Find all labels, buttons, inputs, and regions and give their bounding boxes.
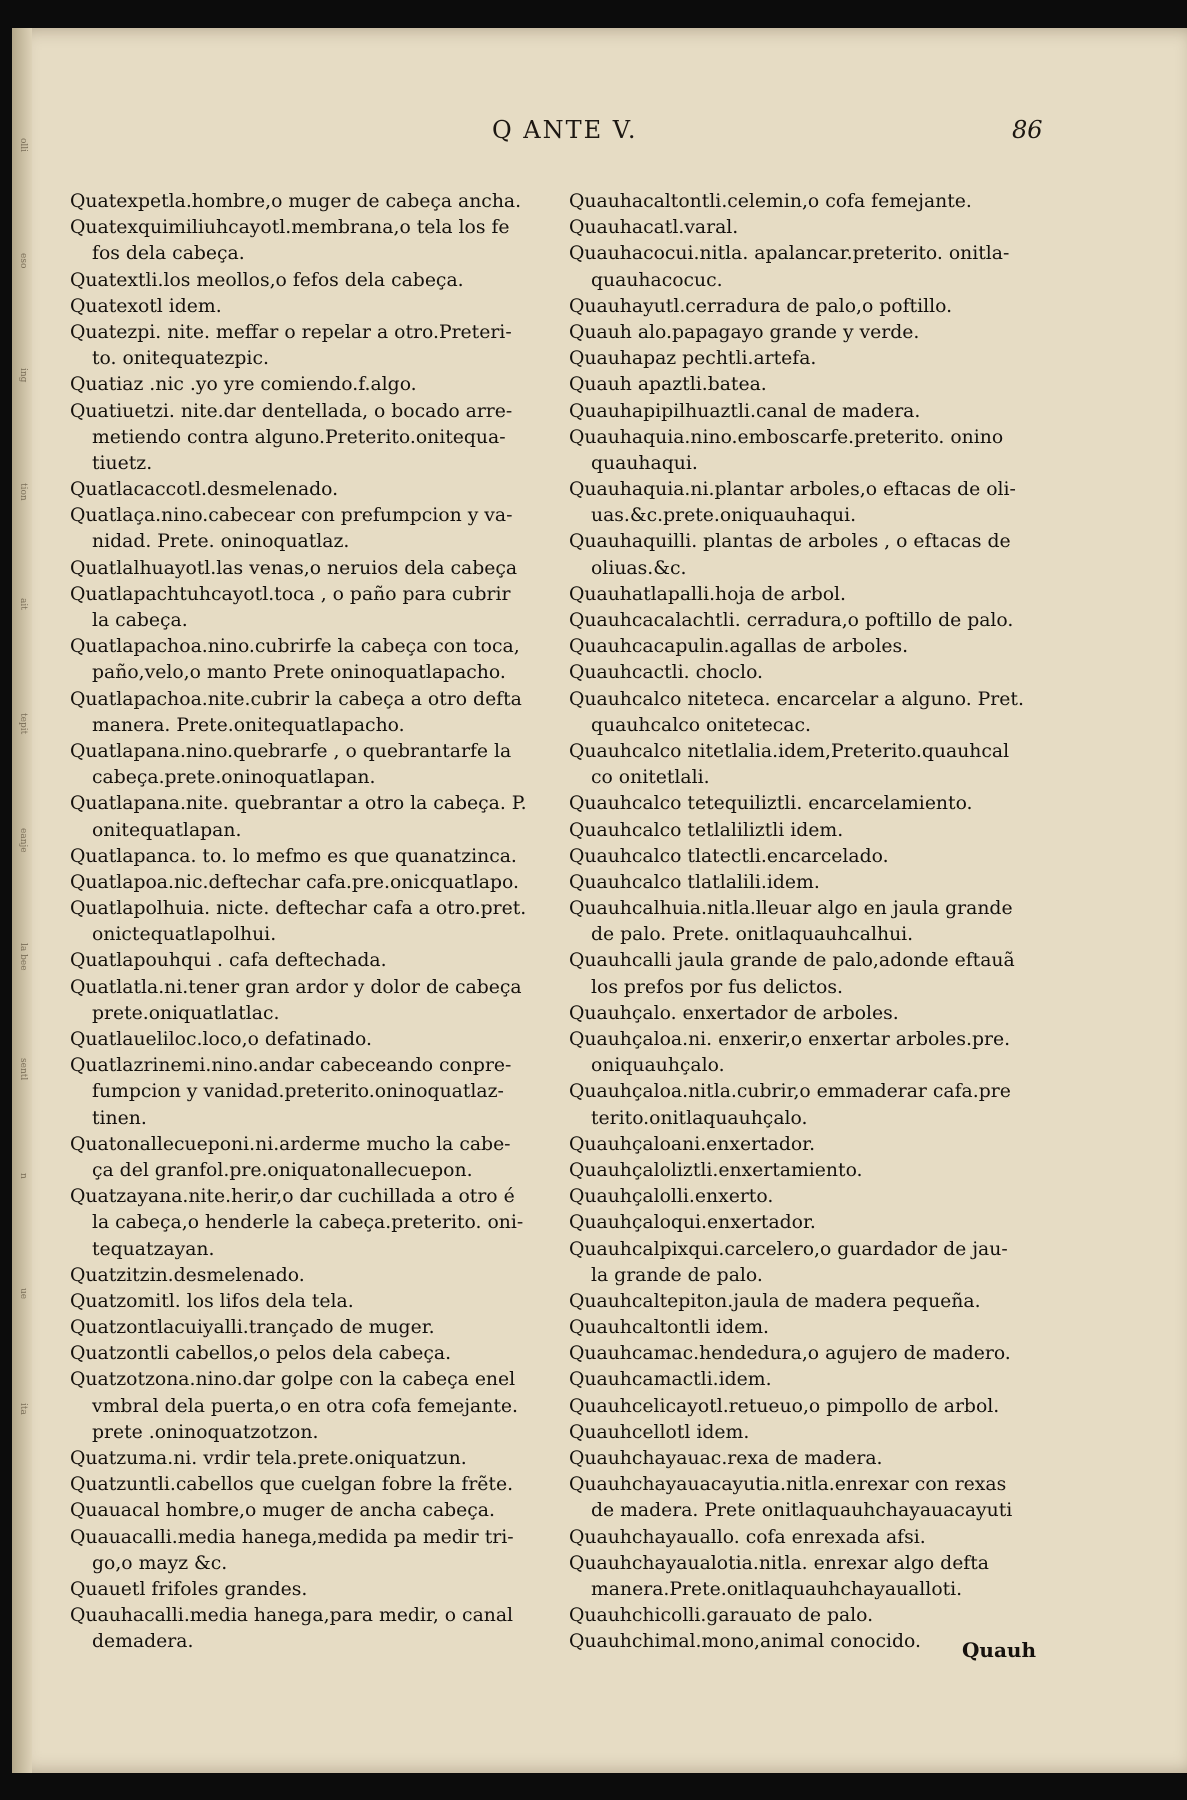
dictionary-line: fos dela cabeça.	[92, 243, 245, 265]
margin-note: sentl	[18, 1058, 28, 1081]
dictionary-line: Quatexpetla.hombre,o muger de cabeça ancha.	[70, 191, 522, 212]
dictionary-line: Quauacal hombre,o muger de ancha cabeça.	[70, 1500, 495, 1522]
dictionary-line: Quatiaz .nic .yo yre comiendo.f.algo.	[70, 374, 417, 396]
dictionary-line: manera.Prete.onitlaquauhchayaualloti.	[591, 1578, 963, 1600]
margin-note: ing	[18, 368, 28, 383]
dictionary-line: Quauhçalo. enxertador de arboles.	[569, 1002, 899, 1024]
dictionary-line: Quatzontli cabellos,o pelos dela cabeça.	[70, 1343, 452, 1365]
dictionary-line: la grande de palo.	[591, 1264, 763, 1286]
dictionary-line: fumpcion y vanidad.preterito.oninoquatlaz-	[92, 1081, 504, 1103]
dictionary-line: Quauhçaloa.nitla.cubrir,o emmaderar cafa.pre	[569, 1081, 1011, 1103]
dictionary-line: Quauhchayauac.rexa de madera.	[569, 1448, 883, 1469]
dictionary-line: Quauhçaloani.enxertador.	[569, 1133, 816, 1155]
dictionary-line: Quauhayutl.cerradura de palo,o poftillo.	[569, 295, 953, 317]
dictionary-line: Quauhcalco niteteca. encarcelar a alguno. Pret.	[569, 688, 1024, 710]
dictionary-line: quauhaqui.	[591, 452, 698, 474]
dictionary-line: Quatlapoa.nic.deftechar cafa.pre.onicquatlapo.	[70, 871, 519, 893]
dictionary-line: Quauetl frifoles grandes.	[70, 1578, 308, 1600]
margin-note: ita	[18, 1403, 28, 1415]
dictionary-line: Quatexotl idem.	[70, 295, 222, 317]
dictionary-line: paño,velo,o manto Prete oninoquatlapacho.	[92, 662, 506, 684]
folio-number: 86	[1012, 116, 1043, 144]
dictionary-line: Quatiuetzi. nite.dar dentellada, o bocado arre-	[70, 400, 513, 422]
dictionary-line: Quauh alo.papagayo grande y verde.	[569, 321, 920, 343]
dictionary-line: Quauacalli.media hanega,medida pa medir tri-	[70, 1526, 514, 1548]
dictionary-line: Quatzayana.nite.herir,o dar cuchillada a otro é	[70, 1186, 515, 1208]
dictionary-line: Quatlapachoa.nino.cubrirfe la cabeça con toca,	[70, 636, 520, 658]
dictionary-line: Quauhcalli jaula grande de palo,adonde eftauã	[569, 950, 1015, 972]
dictionary-line: Quatlapana.nino.quebrarfe , o quebrantarfe la	[70, 740, 512, 762]
dictionary-line: prete.oniquatlatlac.	[92, 1002, 280, 1024]
running-head: Q ANTE V.	[492, 116, 638, 144]
dictionary-line: los prefos por fus delictos.	[591, 976, 843, 998]
dictionary-line: Quauhapipilhuaztli.canal de madera.	[569, 400, 921, 422]
dictionary-line: Quauhcelicayotl.retueuo,o pimpollo de arbol.	[569, 1395, 1000, 1417]
dictionary-line: cabeça.prete.oninoquatlapan.	[92, 767, 376, 789]
dictionary-line: la cabeça,o henderle la cabeça.preterito. oni-	[92, 1212, 524, 1234]
dictionary-line: Quatzomitl. los lifos dela tela.	[70, 1290, 354, 1312]
margin-note: olli	[18, 138, 28, 153]
dictionary-line: quauhcalco onitetecac.	[591, 714, 811, 736]
dictionary-line: Quauhçaloliztli.enxertamiento.	[569, 1159, 863, 1181]
dictionary-line: Quauhçaloa.ni. enxerir,o enxertar arboles.pre.	[569, 1029, 1011, 1050]
dictionary-line: Quauhaquia.nino.emboscarfe.preterito. onino	[569, 426, 1004, 448]
dictionary-line: onictequatlapolhui.	[92, 924, 277, 946]
book-page	[12, 28, 1187, 1773]
dictionary-line: demadera.	[92, 1631, 194, 1653]
dictionary-line: Quatzuma.ni. vrdir tela.prete.oniquatzun.	[70, 1448, 467, 1469]
dictionary-line: Quatlapanca. to. lo mefmo es que quanatzinca.	[70, 845, 517, 867]
dictionary-line: de madera. Prete onitlaquauhchayauacayuti	[591, 1500, 1013, 1522]
dictionary-line: Quauhacatl.varal.	[569, 217, 739, 239]
dictionary-line: Quauhcaltepiton.jaula de madera pequeña.	[569, 1290, 981, 1312]
margin-note: n	[18, 1173, 28, 1179]
dictionary-line: manera. Prete.onitequatlapacho.	[92, 714, 405, 736]
dictionary-line: metiendo contra alguno.Preterito.onitequa-	[92, 426, 506, 448]
dictionary-line: Quatlacaccotl.desmelenado.	[70, 479, 339, 501]
dictionary-line: quauhacocuc.	[591, 269, 723, 291]
dictionary-line: Quauhacalli.media hanega,para medir, o canal	[70, 1605, 514, 1627]
catchword: Quauh	[962, 1638, 1037, 1662]
dictionary-line: Quatlapachoa.nite.cubrir la cabeça a otro defta	[70, 688, 522, 710]
dictionary-line: nidad. Prete. oninoquatlaz.	[92, 531, 350, 553]
dictionary-line: oliuas.&c.	[591, 557, 687, 579]
dictionary-line: Quatlatla.ni.tener gran ardor y dolor de cabeça	[70, 976, 522, 998]
dictionary-line: prete .oninoquatzotzon.	[92, 1421, 319, 1443]
dictionary-line: vmbral dela puerta,o en otra cofa femejante.	[92, 1395, 518, 1417]
dictionary-line: tequatzayan.	[92, 1238, 215, 1260]
dictionary-line: Quatlapolhuia. nicte. deftechar cafa a otro.pret.	[70, 898, 527, 920]
dictionary-line: terito.onitlaquauhçalo.	[591, 1107, 808, 1129]
margin-note: tepit	[18, 713, 28, 735]
dictionary-line: Quauhcaltontli idem.	[569, 1317, 770, 1339]
dictionary-line: Quauhchayauallo. cofa enrexada afsi.	[569, 1526, 926, 1548]
dictionary-line: Quauhchayaualotia.nitla. enrexar algo defta	[569, 1552, 990, 1574]
dictionary-line: Quatlaueliloc.loco,o defatinado.	[70, 1029, 372, 1050]
margin-note: la bee	[18, 943, 28, 971]
dictionary-line: Quauhcalco tetlaliliztli idem.	[569, 819, 844, 841]
margin-note: tion	[18, 483, 28, 501]
dictionary-line: tinen.	[92, 1107, 147, 1129]
dictionary-line: Quauhcamac.hendedura,o agujero de madero.	[569, 1343, 1011, 1365]
margin-note: ue	[18, 1288, 28, 1300]
dictionary-line: Quatextli.los meollos,o fefos dela cabeça.	[70, 269, 464, 291]
right-column	[569, 189, 1059, 1656]
margin-notes	[14, 138, 32, 1638]
dictionary-line: Quauhcalco tlatlalili.idem.	[569, 871, 820, 893]
dictionary-line: Quauhacocui.nitla. apalancar.preterito. onitla-	[569, 243, 1010, 265]
dictionary-line: Quatonallecueponi.ni.arderme mucho la cabe-	[70, 1133, 511, 1155]
dictionary-line: Quauhacaltontli.celemin,o cofa femejante.	[569, 191, 972, 212]
dictionary-line: oniquauhçalo.	[591, 1055, 725, 1077]
dictionary-line: Quatzitzin.desmelenado.	[70, 1264, 305, 1286]
dictionary-line: tiuetz.	[92, 452, 153, 474]
dictionary-line: Quauhapaz pechtli.artefa.	[569, 348, 817, 370]
dictionary-line: Quatlapouhqui . cafa deftechada.	[70, 950, 387, 972]
dictionary-line: Quatlaça.nino.cabecear con prefumpcion y va-	[70, 505, 513, 527]
dictionary-line: Quauh apaztli.batea.	[569, 374, 767, 396]
dictionary-line: Quauhcacapulin.agallas de arboles.	[569, 636, 909, 658]
left-column	[70, 189, 550, 1656]
margin-note: eso	[18, 253, 28, 269]
dictionary-line: Quauhçaloqui.enxertador.	[569, 1212, 816, 1234]
dictionary-line: Quauhcalpixqui.carcelero,o guardador de jau-	[569, 1238, 1008, 1260]
dictionary-line: Quauhchimal.mono,animal conocido.	[569, 1631, 921, 1653]
dictionary-line: Quauhcellotl idem.	[569, 1421, 750, 1443]
dictionary-line: Quatlalhuayotl.las venas,o neruios dela cabeça	[70, 557, 518, 579]
dictionary-line: Quatezpi. nite. meffar o repelar a otro.Preteri-	[70, 321, 512, 343]
dictionary-line: onitequatlapan.	[92, 819, 242, 841]
dictionary-line: ça del granfol.pre.oniquatonallecuepon.	[92, 1159, 473, 1181]
dictionary-line: go,o mayz &c.	[92, 1552, 228, 1574]
dictionary-line: Quauhchicolli.garauato de palo.	[569, 1605, 874, 1627]
dictionary-line: Quauhaquia.ni.plantar arboles,o eftacas de oli-	[569, 479, 1016, 501]
dictionary-line: Quauhçalolli.enxerto.	[569, 1186, 774, 1208]
dictionary-line: Quauhcalco tlatectli.encarcelado.	[569, 845, 889, 867]
dictionary-line: Quatzuntli.cabellos que cuelgan fobre la frẽte.	[70, 1474, 514, 1496]
dictionary-line: la cabeça.	[92, 610, 188, 631]
dictionary-line: Quatlapachtuhcayotl.toca , o paño para cubrir	[70, 583, 511, 605]
dictionary-line: Quatzontlacuiyalli.trançado de muger.	[70, 1317, 435, 1339]
dictionary-line: uas.&c.prete.oniquauhaqui.	[591, 505, 857, 527]
dictionary-line: Quatlazrinemi.nino.andar cabeceando conpre-	[70, 1055, 512, 1077]
dictionary-line: de palo. Prete. onitlaquauhcalhui.	[591, 924, 914, 946]
dictionary-line: Quauhaquilli. plantas de arboles , o eftacas de	[569, 531, 1011, 553]
dictionary-line: co onitetlali.	[591, 767, 710, 789]
dictionary-line: to. onitequatezpic.	[92, 348, 269, 370]
margin-note: eanje	[18, 828, 28, 853]
dictionary-line: Quauhcactli. choclo.	[569, 662, 764, 684]
dictionary-line: Quauhcacalachtli. cerradura,o poftillo de palo.	[569, 610, 1014, 631]
margin-note: ait	[18, 598, 28, 610]
dictionary-line: Quauhcalco tetequiliztli. encarcelamiento.	[569, 793, 973, 815]
dictionary-line: Quauhcalhuia.nitla.lleuar algo en jaula grande	[569, 898, 1013, 920]
dictionary-line: Quauhcamactli.idem.	[569, 1369, 772, 1391]
dictionary-line: Quatlapana.nite. quebrantar a otro la cabeça. P.	[70, 793, 527, 815]
dictionary-line: Quauhatlapalli.hoja de arbol.	[569, 583, 847, 605]
dictionary-line: Quauhcalco nitetlalia.idem,Preterito.quauhcal	[569, 740, 1010, 762]
dictionary-line: Quatzotzona.nino.dar golpe con la cabeça enel	[70, 1369, 516, 1391]
dictionary-line: Quauhchayauacayutia.nitla.enrexar con rexas	[569, 1474, 1007, 1496]
dictionary-line: Quatexquimiliuhcayotl.membrana,o tela los fe	[70, 217, 510, 239]
page-header	[12, 116, 1187, 156]
